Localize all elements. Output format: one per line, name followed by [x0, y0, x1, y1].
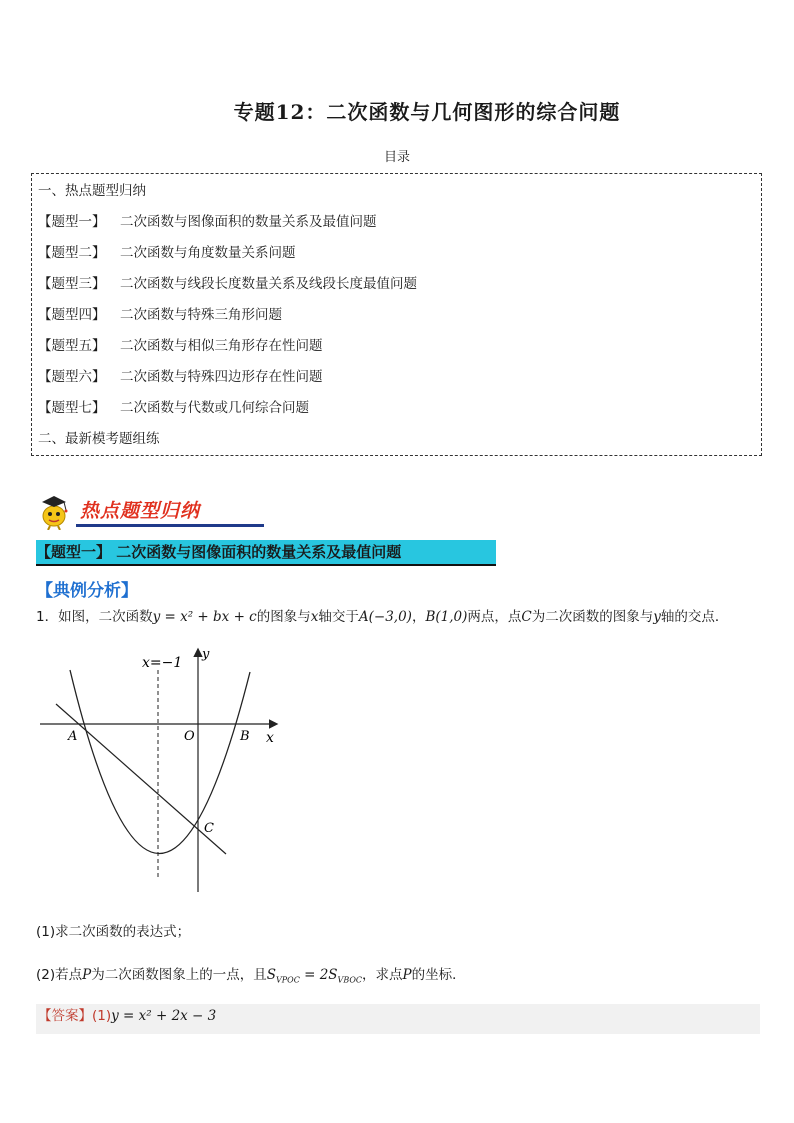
toc-item[interactable]: [38, 334, 323, 354]
toc-item-text: 二次函数与角度数量关系问题: [120, 245, 296, 261]
section-banner: [36, 490, 226, 530]
question-1: (1)求二次函数的表达式；: [36, 924, 191, 940]
toc-section-1[interactable]: 一、热点题型归纳: [38, 183, 146, 199]
point-c: C: [521, 609, 532, 625]
mascot-icon: [36, 490, 80, 530]
toc-item[interactable]: [38, 365, 323, 385]
symmetry-label: x=−1: [142, 655, 183, 671]
problem-var-y: y: [653, 609, 661, 625]
point-a: A(−3,0): [358, 609, 412, 625]
area-poc: $S_{VPOC}$: [266, 967, 300, 985]
page-title: 专题12：二次函数与几何图形的综合问题: [233, 100, 621, 124]
label-b: B: [240, 729, 250, 744]
answer-tag: 【答案】: [38, 1008, 92, 1024]
toc-item[interactable]: [38, 210, 377, 230]
answer-equation: y = x² + 2x − 3: [111, 1008, 217, 1024]
q2-point-p: P: [82, 967, 92, 983]
problem-equation: y = x² + bx + c: [152, 609, 257, 625]
example-tag: 【典例分析】: [36, 581, 138, 601]
toc-item-tag: 【题型二】: [38, 245, 106, 261]
label-a: A: [68, 729, 78, 744]
toc-item-tag: 【题型一】: [38, 214, 106, 230]
problem-statement: [36, 605, 766, 625]
q2-equals: = 2: [299, 967, 329, 983]
answer-label: (1): [92, 1008, 112, 1024]
toc-item-text: 二次函数与特殊三角形问题: [120, 307, 282, 323]
toc-item-text: 二次函数与代数或几何综合问题: [120, 400, 309, 416]
toc-item-tag: 【题型五】: [38, 338, 106, 354]
q2-text: ，求点: [362, 967, 403, 983]
problem-text: 1．如图，二次函数: [36, 609, 153, 625]
q2-text: 的坐标．: [411, 967, 466, 983]
point-b: B(1,0): [425, 609, 468, 625]
problem-text: 的图象与: [256, 609, 311, 625]
toc-section-2[interactable]: 二、最新模考题组练: [38, 431, 160, 447]
toc-item-tag: 【题型七】: [38, 400, 106, 416]
toc-item[interactable]: [38, 303, 282, 323]
toc-item-tag: 【题型三】: [38, 276, 106, 292]
x-axis-label: x: [266, 730, 274, 746]
label-c: C: [204, 821, 214, 836]
area-boc: $S_{VBOC}$: [328, 967, 363, 985]
problem-text: ，: [411, 609, 426, 625]
parabola-figure: [36, 640, 286, 900]
problem-text: 轴交于: [318, 609, 359, 625]
q2-point-p: P: [402, 967, 412, 983]
answer-box: [36, 1004, 760, 1034]
problem-text: 为二次函数的图象与: [531, 609, 654, 625]
toc-box: [31, 173, 762, 456]
problem-text: 两点，点: [467, 609, 522, 625]
toc-heading: 目录: [383, 150, 410, 165]
toc-item[interactable]: [38, 272, 417, 292]
problem-text: 轴的交点．: [660, 609, 729, 625]
toc-item-text: 二次函数与相似三角形存在性问题: [120, 338, 323, 354]
y-axis-label: y: [202, 647, 210, 662]
question-2: [36, 963, 466, 985]
toc-item-text: 二次函数与特殊四边形存在性问题: [120, 369, 323, 385]
type-header: 【题型一】 二次函数与图像面积的数量关系及最值问题: [36, 540, 496, 566]
line-ac: [56, 704, 226, 854]
q2-text: (2)若点: [36, 967, 83, 983]
label-o: O: [184, 729, 195, 744]
parabola-curve: [70, 670, 250, 854]
toc-item[interactable]: [38, 241, 296, 261]
problem-var-x: x: [310, 609, 319, 625]
toc-item-tag: 【题型四】: [38, 307, 106, 323]
banner-title: 热点题型归纳: [80, 500, 201, 522]
toc-item-text: 二次函数与线段长度数量关系及线段长度最值问题: [120, 276, 417, 292]
q2-text: 为二次函数图象上的一点，且: [91, 967, 267, 983]
toc-item-text: 二次函数与图像面积的数量关系及最值问题: [120, 214, 377, 230]
banner-underline: [76, 524, 264, 527]
toc-item-tag: 【题型六】: [38, 369, 106, 385]
toc-item[interactable]: [38, 396, 309, 416]
